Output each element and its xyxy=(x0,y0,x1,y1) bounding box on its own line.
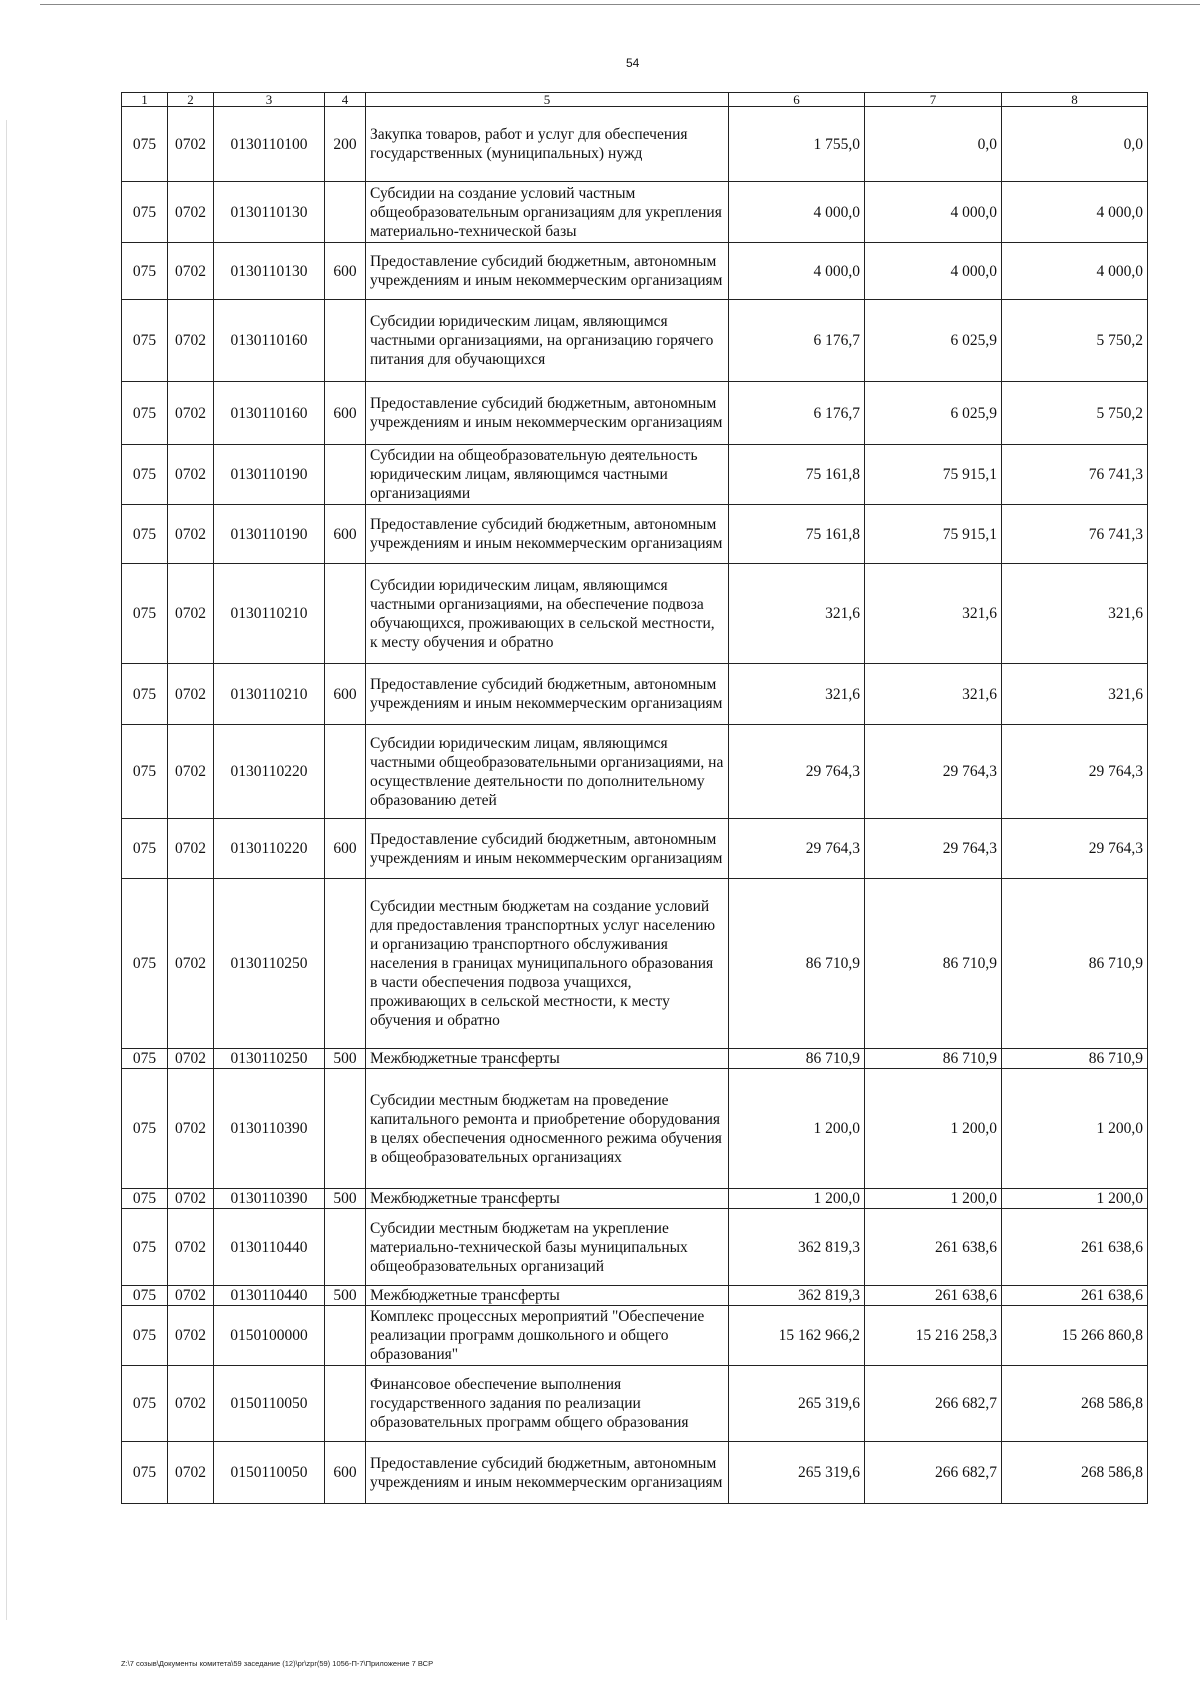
section-code-cell: 0702 xyxy=(168,107,214,182)
amount-year3-cell: 15 266 860,8 xyxy=(1002,1306,1148,1366)
amount-year1-cell: 29 764,3 xyxy=(729,819,865,879)
section-code-cell: 0702 xyxy=(168,1306,214,1366)
grbs-code-cell: 075 xyxy=(122,182,168,243)
description-cell: Межбюджетные трансферты xyxy=(366,1286,729,1306)
amount-year1-cell: 321,6 xyxy=(729,664,865,725)
section-code-cell: 0702 xyxy=(168,1209,214,1286)
amount-year3-cell: 29 764,3 xyxy=(1002,725,1148,819)
grbs-code-cell: 075 xyxy=(122,300,168,382)
expense-type-cell xyxy=(325,1366,366,1442)
amount-year2-cell: 75 915,1 xyxy=(865,505,1002,564)
section-code-cell: 0702 xyxy=(168,445,214,505)
table-row xyxy=(122,382,1148,445)
amount-year3-cell: 261 638,6 xyxy=(1002,1286,1148,1306)
amount-year1-cell: 265 319,6 xyxy=(729,1442,865,1504)
file-path-footer: Z:\7 созыв\Документы комитета\59 заседание (12)\pr\zpr(59) 1056-П-7\Приложение 7 ВСР xyxy=(121,1659,434,1668)
section-code-cell: 0702 xyxy=(168,1049,214,1069)
amount-year3-cell: 1 200,0 xyxy=(1002,1069,1148,1189)
section-code-cell: 0702 xyxy=(168,1189,214,1209)
target-article-cell: 0130110160 xyxy=(214,382,325,445)
amount-year3-cell: 76 741,3 xyxy=(1002,445,1148,505)
expense-type-cell xyxy=(325,300,366,382)
table-row xyxy=(122,1189,1148,1209)
amount-year2-cell: 1 200,0 xyxy=(865,1189,1002,1209)
section-code-cell: 0702 xyxy=(168,1069,214,1189)
grbs-code-cell: 075 xyxy=(122,1442,168,1504)
table-row xyxy=(122,445,1148,505)
section-code-cell: 0702 xyxy=(168,1286,214,1306)
grbs-code-cell: 075 xyxy=(122,819,168,879)
amount-year3-cell: 86 710,9 xyxy=(1002,879,1148,1049)
amount-year3-cell: 321,6 xyxy=(1002,664,1148,725)
amount-year3-cell: 321,6 xyxy=(1002,564,1148,664)
section-code-cell: 0702 xyxy=(168,382,214,445)
amount-year2-cell: 4 000,0 xyxy=(865,182,1002,243)
grbs-code-cell: 075 xyxy=(122,725,168,819)
section-code-cell: 0702 xyxy=(168,664,214,725)
amount-year3-cell: 76 741,3 xyxy=(1002,505,1148,564)
amount-year1-cell: 29 764,3 xyxy=(729,725,865,819)
grbs-code-cell: 075 xyxy=(122,1189,168,1209)
amount-year3-cell: 0,0 xyxy=(1002,107,1148,182)
grbs-code-cell: 075 xyxy=(122,505,168,564)
section-code-cell: 0702 xyxy=(168,1366,214,1442)
description-cell: Предоставление субсидий бюджетным, автономным учреждениям и иным некоммерческим организациям xyxy=(366,819,729,879)
table-row xyxy=(122,1286,1148,1306)
amount-year1-cell: 362 819,3 xyxy=(729,1286,865,1306)
description-cell: Субсидии на общеобразовательную деятельность юридическим лицам, являющимся частными организациями xyxy=(366,445,729,505)
scan-edge-line xyxy=(40,4,1200,5)
amount-year1-cell: 321,6 xyxy=(729,564,865,664)
target-article-cell: 0130110220 xyxy=(214,725,325,819)
amount-year1-cell: 75 161,8 xyxy=(729,505,865,564)
section-code-cell: 0702 xyxy=(168,505,214,564)
target-article-cell: 0150110050 xyxy=(214,1366,325,1442)
description-cell: Закупка товаров, работ и услуг для обеспечения государственных (муниципальных) нужд xyxy=(366,107,729,182)
grbs-code-cell: 075 xyxy=(122,564,168,664)
table-row xyxy=(122,1306,1148,1366)
header-cell: 3 xyxy=(214,93,325,107)
amount-year2-cell: 6 025,9 xyxy=(865,300,1002,382)
grbs-code-cell: 075 xyxy=(122,664,168,725)
table-header-row xyxy=(122,93,1148,107)
amount-year1-cell: 86 710,9 xyxy=(729,1049,865,1069)
table-row xyxy=(122,725,1148,819)
description-cell: Субсидии местным бюджетам на проведение капитального ремонта и приобретение оборудования в целях обеспечения односменного режима обучения в общеобразовательных организациях xyxy=(366,1069,729,1189)
amount-year3-cell: 29 764,3 xyxy=(1002,819,1148,879)
target-article-cell: 0130110210 xyxy=(214,564,325,664)
table-row xyxy=(122,300,1148,382)
header-cell: 5 xyxy=(366,93,729,107)
description-cell: Предоставление субсидий бюджетным, автономным учреждениям и иным некоммерческим организациям xyxy=(366,382,729,445)
table-row xyxy=(122,819,1148,879)
expense-type-cell xyxy=(325,1306,366,1366)
amount-year2-cell: 261 638,6 xyxy=(865,1209,1002,1286)
expense-type-cell: 600 xyxy=(325,505,366,564)
description-cell: Субсидии на создание условий частным общеобразовательным организациям для укрепления материально-технической базы xyxy=(366,182,729,243)
description-cell: Межбюджетные трансферты xyxy=(366,1189,729,1209)
amount-year1-cell: 6 176,7 xyxy=(729,300,865,382)
amount-year1-cell: 1 200,0 xyxy=(729,1069,865,1189)
table-row xyxy=(122,243,1148,300)
section-code-cell: 0702 xyxy=(168,243,214,300)
expense-type-cell: 600 xyxy=(325,819,366,879)
expense-type-cell: 500 xyxy=(325,1049,366,1069)
amount-year1-cell: 86 710,9 xyxy=(729,879,865,1049)
table-row xyxy=(122,107,1148,182)
amount-year2-cell: 266 682,7 xyxy=(865,1366,1002,1442)
amount-year1-cell: 362 819,3 xyxy=(729,1209,865,1286)
amount-year2-cell: 261 638,6 xyxy=(865,1286,1002,1306)
amount-year1-cell: 15 162 966,2 xyxy=(729,1306,865,1366)
expense-type-cell: 600 xyxy=(325,243,366,300)
header-cell: 7 xyxy=(865,93,1002,107)
description-cell: Предоставление субсидий бюджетным, автономным учреждениям и иным некоммерческим организациям xyxy=(366,243,729,300)
amount-year3-cell: 1 200,0 xyxy=(1002,1189,1148,1209)
amount-year2-cell: 75 915,1 xyxy=(865,445,1002,505)
target-article-cell: 0130110190 xyxy=(214,445,325,505)
amount-year1-cell: 4 000,0 xyxy=(729,182,865,243)
scan-margin-line xyxy=(6,120,7,1620)
table-row xyxy=(122,879,1148,1049)
expense-type-cell xyxy=(325,879,366,1049)
expense-type-cell: 200 xyxy=(325,107,366,182)
description-cell: Субсидии местным бюджетам на укрепление материально-технической базы муниципальных общеобразовательных организаций xyxy=(366,1209,729,1286)
expense-type-cell: 500 xyxy=(325,1286,366,1306)
grbs-code-cell: 075 xyxy=(122,1069,168,1189)
description-cell: Комплекс процессных мероприятий "Обеспечение реализации программ дошкольного и общего образования" xyxy=(366,1306,729,1366)
grbs-code-cell: 075 xyxy=(122,1286,168,1306)
table-row xyxy=(122,564,1148,664)
section-code-cell: 0702 xyxy=(168,819,214,879)
target-article-cell: 0130110190 xyxy=(214,505,325,564)
amount-year2-cell: 321,6 xyxy=(865,564,1002,664)
amount-year3-cell: 4 000,0 xyxy=(1002,182,1148,243)
header-cell: 2 xyxy=(168,93,214,107)
grbs-code-cell: 075 xyxy=(122,879,168,1049)
description-cell: Субсидии юридическим лицам, являющимся частными общеобразовательными организациями, на осуществление деятельности по дополнительному образованию детей xyxy=(366,725,729,819)
amount-year3-cell: 5 750,2 xyxy=(1002,382,1148,445)
section-code-cell: 0702 xyxy=(168,1442,214,1504)
table-row xyxy=(122,1209,1148,1286)
expense-type-cell xyxy=(325,1069,366,1189)
expense-type-cell: 600 xyxy=(325,664,366,725)
amount-year2-cell: 0,0 xyxy=(865,107,1002,182)
grbs-code-cell: 075 xyxy=(122,1209,168,1286)
section-code-cell: 0702 xyxy=(168,725,214,819)
amount-year2-cell: 15 216 258,3 xyxy=(865,1306,1002,1366)
grbs-code-cell: 075 xyxy=(122,1306,168,1366)
table-row xyxy=(122,505,1148,564)
budget-table xyxy=(121,92,1148,1504)
target-article-cell: 0130110210 xyxy=(214,664,325,725)
section-code-cell: 0702 xyxy=(168,564,214,664)
target-article-cell: 0150110050 xyxy=(214,1442,325,1504)
amount-year2-cell: 1 200,0 xyxy=(865,1069,1002,1189)
expense-type-cell: 600 xyxy=(325,382,366,445)
amount-year2-cell: 29 764,3 xyxy=(865,819,1002,879)
description-cell: Субсидии юридическим лицам, являющимся частными организациями, на обеспечение подвоза обучающихся, проживающих в сельской местности, к месту обучения и обратно xyxy=(366,564,729,664)
amount-year1-cell: 1 755,0 xyxy=(729,107,865,182)
grbs-code-cell: 075 xyxy=(122,445,168,505)
amount-year3-cell: 5 750,2 xyxy=(1002,300,1148,382)
description-cell: Субсидии юридическим лицам, являющимся частными организациями, на организацию горячего питания для обучающихся xyxy=(366,300,729,382)
target-article-cell: 0130110130 xyxy=(214,182,325,243)
amount-year2-cell: 321,6 xyxy=(865,664,1002,725)
table-row xyxy=(122,182,1148,243)
target-article-cell: 0130110130 xyxy=(214,243,325,300)
table-row xyxy=(122,664,1148,725)
amount-year2-cell: 86 710,9 xyxy=(865,879,1002,1049)
table-row xyxy=(122,1442,1148,1504)
description-cell: Предоставление субсидий бюджетным, автономным учреждениям и иным некоммерческим организациям xyxy=(366,505,729,564)
amount-year1-cell: 265 319,6 xyxy=(729,1366,865,1442)
expense-type-cell xyxy=(325,445,366,505)
target-article-cell: 0150100000 xyxy=(214,1306,325,1366)
amount-year1-cell: 1 200,0 xyxy=(729,1189,865,1209)
target-article-cell: 0130110100 xyxy=(214,107,325,182)
expense-type-cell: 600 xyxy=(325,1442,366,1504)
table-row xyxy=(122,1049,1148,1069)
expense-type-cell xyxy=(325,1209,366,1286)
amount-year2-cell: 4 000,0 xyxy=(865,243,1002,300)
grbs-code-cell: 075 xyxy=(122,382,168,445)
grbs-code-cell: 075 xyxy=(122,1366,168,1442)
target-article-cell: 0130110250 xyxy=(214,879,325,1049)
target-article-cell: 0130110440 xyxy=(214,1286,325,1306)
target-article-cell: 0130110160 xyxy=(214,300,325,382)
expense-type-cell: 500 xyxy=(325,1189,366,1209)
amount-year2-cell: 266 682,7 xyxy=(865,1442,1002,1504)
target-article-cell: 0130110390 xyxy=(214,1069,325,1189)
expense-type-cell xyxy=(325,725,366,819)
amount-year3-cell: 268 586,8 xyxy=(1002,1366,1148,1442)
amount-year3-cell: 261 638,6 xyxy=(1002,1209,1148,1286)
amount-year1-cell: 4 000,0 xyxy=(729,243,865,300)
description-cell: Субсидии местным бюджетам на создание условий для предоставления транспортных услуг населению и организацию транспортного обслуживания населения в границах муниципального образования в части обеспечения подвоза учащихся, проживающих в сельской местности, к месту обучения и обратно xyxy=(366,879,729,1049)
header-cell: 4 xyxy=(325,93,366,107)
description-cell: Предоставление субсидий бюджетным, автономным учреждениям и иным некоммерческим организациям xyxy=(366,664,729,725)
section-code-cell: 0702 xyxy=(168,300,214,382)
amount-year3-cell: 4 000,0 xyxy=(1002,243,1148,300)
grbs-code-cell: 075 xyxy=(122,107,168,182)
target-article-cell: 0130110250 xyxy=(214,1049,325,1069)
grbs-code-cell: 075 xyxy=(122,1049,168,1069)
table-row xyxy=(122,1366,1148,1442)
description-cell: Межбюджетные трансферты xyxy=(366,1049,729,1069)
amount-year1-cell: 6 176,7 xyxy=(729,382,865,445)
target-article-cell: 0130110220 xyxy=(214,819,325,879)
description-cell: Предоставление субсидий бюджетным, автономным учреждениям и иным некоммерческим организациям xyxy=(366,1442,729,1504)
target-article-cell: 0130110390 xyxy=(214,1189,325,1209)
description-cell: Финансовое обеспечение выполнения государственного задания по реализации образовательных программ общего образования xyxy=(366,1366,729,1442)
table-row xyxy=(122,1069,1148,1189)
expense-type-cell xyxy=(325,182,366,243)
section-code-cell: 0702 xyxy=(168,182,214,243)
expense-type-cell xyxy=(325,564,366,664)
amount-year3-cell: 268 586,8 xyxy=(1002,1442,1148,1504)
header-cell: 1 xyxy=(122,93,168,107)
amount-year3-cell: 86 710,9 xyxy=(1002,1049,1148,1069)
target-article-cell: 0130110440 xyxy=(214,1209,325,1286)
page-number: 54 xyxy=(626,56,640,70)
amount-year2-cell: 6 025,9 xyxy=(865,382,1002,445)
header-cell: 6 xyxy=(729,93,865,107)
amount-year2-cell: 86 710,9 xyxy=(865,1049,1002,1069)
header-cell: 8 xyxy=(1002,93,1148,107)
amount-year1-cell: 75 161,8 xyxy=(729,445,865,505)
amount-year2-cell: 29 764,3 xyxy=(865,725,1002,819)
grbs-code-cell: 075 xyxy=(122,243,168,300)
section-code-cell: 0702 xyxy=(168,879,214,1049)
